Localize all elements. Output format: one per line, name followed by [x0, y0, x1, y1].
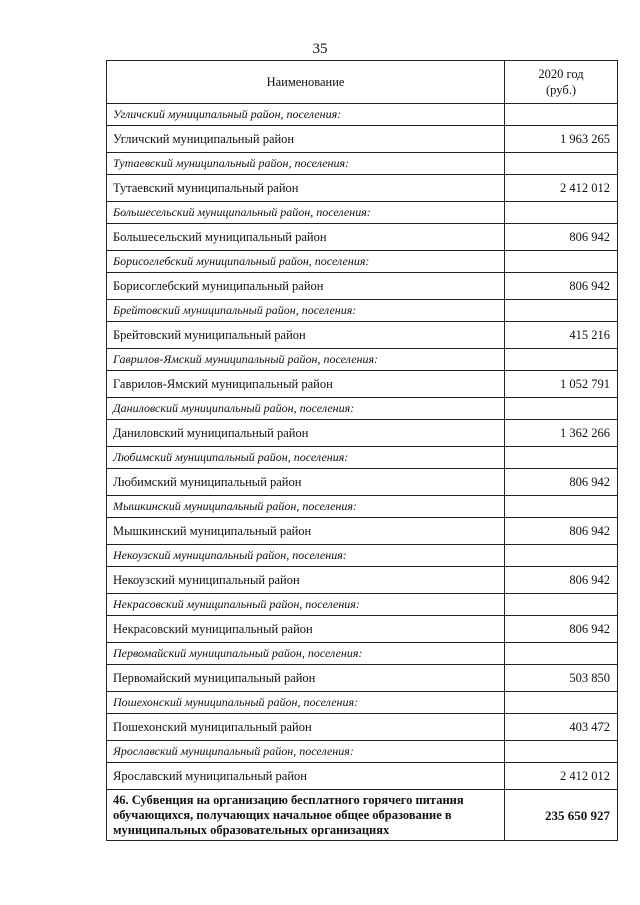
district-name: Любимский муниципальный район	[107, 469, 505, 496]
group-row	[107, 692, 618, 714]
group-row	[107, 349, 618, 371]
district-name: Гаврилов-Ямский муниципальный район	[107, 371, 505, 398]
table-row	[107, 322, 618, 349]
group-empty-cell	[505, 300, 618, 322]
column-header-name: Наименование	[107, 61, 505, 104]
group-empty-cell	[505, 545, 618, 567]
district-amount: 1 362 266	[505, 420, 618, 447]
group-label: Борисоглебский муниципальный район, поселения:	[107, 251, 505, 273]
group-label: Брейтовский муниципальный район, поселения:	[107, 300, 505, 322]
group-empty-cell	[505, 643, 618, 665]
subsidy-text: 46. Субвенция на организацию бесплатного горячего питания обучающихся, получающих начальное общее образование в муниципальных образовательных организациях	[107, 790, 505, 841]
district-amount: 806 942	[505, 273, 618, 300]
district-name: Пошехонский муниципальный район	[107, 714, 505, 741]
subsidy-value: 235 650 927	[505, 790, 618, 841]
district-name: Большесельский муниципальный район	[107, 224, 505, 251]
group-row	[107, 300, 618, 322]
group-empty-cell	[505, 447, 618, 469]
table-row	[107, 567, 618, 594]
group-empty-cell	[505, 496, 618, 518]
district-name: Даниловский муниципальный район	[107, 420, 505, 447]
column-header-year	[505, 61, 618, 104]
table-row	[107, 616, 618, 643]
group-empty-cell	[505, 692, 618, 714]
district-name: Мышкинский муниципальный район	[107, 518, 505, 545]
group-row	[107, 643, 618, 665]
district-amount: 503 850	[505, 665, 618, 692]
group-row	[107, 398, 618, 420]
district-name: Некоузский муниципальный район	[107, 567, 505, 594]
page-number: 35	[312, 41, 328, 57]
group-row	[107, 104, 618, 126]
group-row	[107, 741, 618, 763]
table-row	[107, 126, 618, 153]
group-row	[107, 202, 618, 224]
group-empty-cell	[505, 594, 618, 616]
group-label: Пошехонский муниципальный район, поселения:	[107, 692, 505, 714]
table-row	[107, 224, 618, 251]
group-empty-cell	[505, 349, 618, 371]
group-label: Некрасовский муниципальный район, поселения:	[107, 594, 505, 616]
district-amount: 806 942	[505, 616, 618, 643]
group-empty-cell	[505, 202, 618, 224]
group-empty-cell	[505, 251, 618, 273]
district-name: Брейтовский муниципальный район	[107, 322, 505, 349]
district-amount: 806 942	[505, 518, 618, 545]
district-amount: 806 942	[505, 567, 618, 594]
table-body	[107, 104, 618, 790]
group-label: Первомайский муниципальный район, поселения:	[107, 643, 505, 665]
table-row	[107, 665, 618, 692]
column-header-year-label: 2020 год	[538, 67, 584, 81]
table-row	[107, 420, 618, 447]
group-label: Некоузский муниципальный район, поселения:	[107, 545, 505, 567]
group-row	[107, 447, 618, 469]
district-name: Угличский муниципальный район	[107, 126, 505, 153]
group-label: Мышкинский муниципальный район, поселения:	[107, 496, 505, 518]
district-name: Некрасовский муниципальный район	[107, 616, 505, 643]
district-amount: 806 942	[505, 224, 618, 251]
budget-table	[106, 60, 618, 841]
group-label: Ярославский муниципальный район, поселения:	[107, 741, 505, 763]
group-row	[107, 545, 618, 567]
column-header-unit: (руб.)	[546, 83, 576, 97]
district-amount: 415 216	[505, 322, 618, 349]
table-row	[107, 371, 618, 398]
group-empty-cell	[505, 398, 618, 420]
group-label: Угличский муниципальный район, поселения:	[107, 104, 505, 126]
subsidy-row	[107, 790, 618, 841]
district-name: Ярославский муниципальный район	[107, 763, 505, 790]
group-label: Даниловский муниципальный район, поселения:	[107, 398, 505, 420]
district-amount: 1 963 265	[505, 126, 618, 153]
table-row	[107, 175, 618, 202]
district-amount: 403 472	[505, 714, 618, 741]
district-amount: 2 412 012	[505, 763, 618, 790]
group-row	[107, 496, 618, 518]
group-empty-cell	[505, 741, 618, 763]
district-name: Первомайский муниципальный район	[107, 665, 505, 692]
table-row	[107, 469, 618, 496]
district-amount: 1 052 791	[505, 371, 618, 398]
group-row	[107, 153, 618, 175]
district-amount: 806 942	[505, 469, 618, 496]
group-row	[107, 251, 618, 273]
table-row	[107, 714, 618, 741]
group-label: Тутаевский муниципальный район, поселения:	[107, 153, 505, 175]
group-label: Большесельский муниципальный район, поселения:	[107, 202, 505, 224]
table-row	[107, 763, 618, 790]
table-row	[107, 518, 618, 545]
table-row	[107, 273, 618, 300]
table-header-row	[107, 61, 618, 104]
group-label: Любимский муниципальный район, поселения:	[107, 447, 505, 469]
group-empty-cell	[505, 104, 618, 126]
group-label: Гаврилов-Ямский муниципальный район, поселения:	[107, 349, 505, 371]
district-amount: 2 412 012	[505, 175, 618, 202]
district-name: Борисоглебский муниципальный район	[107, 273, 505, 300]
district-name: Тутаевский муниципальный район	[107, 175, 505, 202]
group-empty-cell	[505, 153, 618, 175]
group-row	[107, 594, 618, 616]
